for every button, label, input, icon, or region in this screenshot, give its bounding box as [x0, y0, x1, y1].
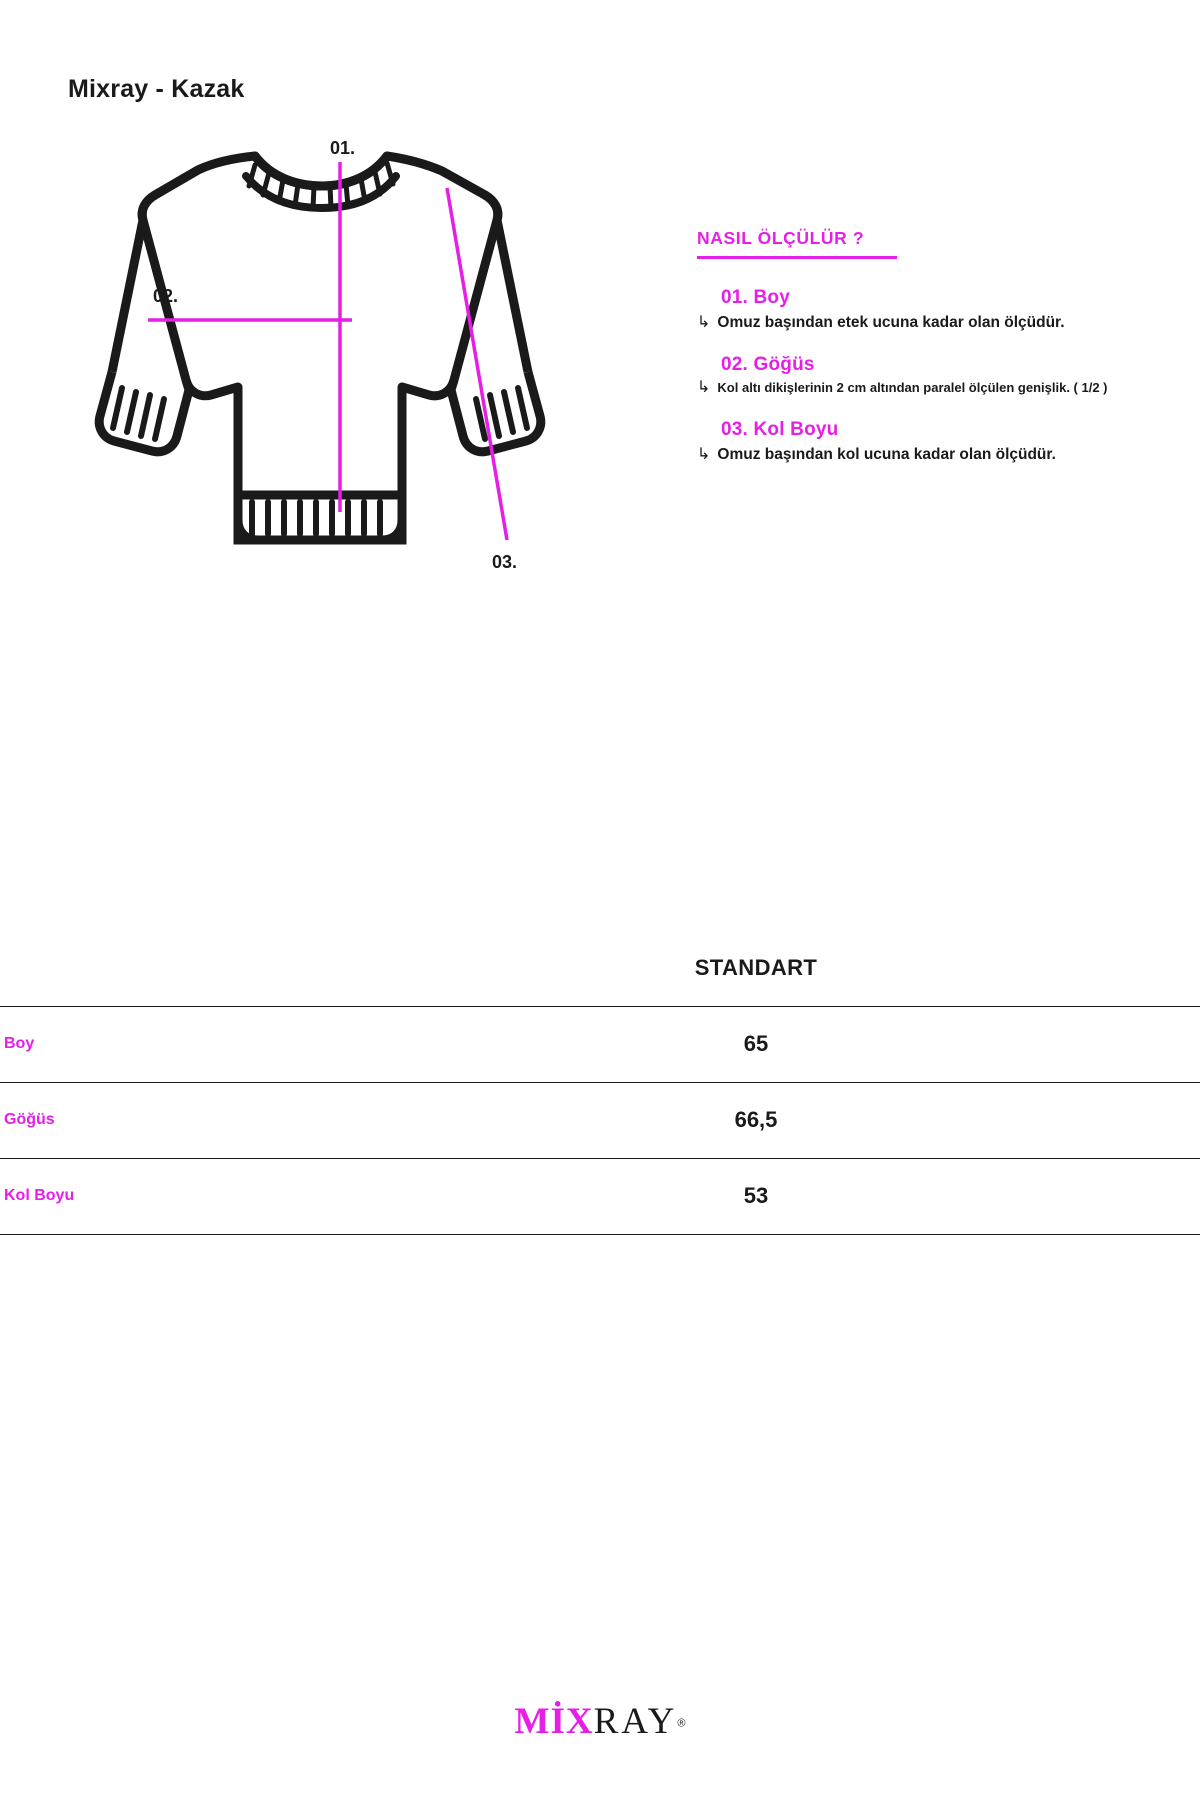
- row-label-boy: Boy: [4, 1035, 35, 1052]
- measure-item-1-desc: Omuz başından etek ucuna kadar olan ölçüdür.: [717, 314, 1065, 331]
- table-row: [0, 1082, 1200, 1158]
- bottom-hem-ribbing: [252, 502, 380, 534]
- left-cuff-ribbing: [113, 388, 164, 439]
- brand-logo-registered-mark: ®: [677, 1717, 686, 1730]
- row-value-gogus: 66,5: [734, 1107, 778, 1132]
- measure-item-2: [697, 354, 1167, 396]
- label-03: 03.: [492, 552, 518, 572]
- size-table-wrapper: [0, 930, 1200, 1235]
- row-value-kol-boyu: 53: [743, 1183, 769, 1208]
- arrow-down-right-icon: ↳: [697, 314, 711, 331]
- row-label-kol-boyu: Kol Boyu: [4, 1187, 75, 1204]
- table-row: [0, 1006, 1200, 1082]
- label-01: 01.: [330, 140, 356, 158]
- measure-item-1: [697, 287, 1167, 332]
- measure-lines: [148, 162, 507, 540]
- how-to-measure-panel: [697, 228, 1167, 486]
- how-to-measure-heading: NASIL ÖLÇÜLÜR ?: [697, 228, 865, 248]
- row-label-gogus: Göğüs: [4, 1111, 55, 1128]
- sweater-outline: [142, 156, 498, 540]
- label-02: 02.: [153, 286, 179, 306]
- size-table-header-standart: STANDART: [694, 954, 818, 980]
- row-value-boy: 65: [743, 1031, 769, 1056]
- measure-item-2-title: 02. Göğüs: [721, 354, 815, 376]
- page-title: Mixray - Kazak: [68, 75, 245, 103]
- size-table: [0, 930, 1200, 1235]
- brand-logo-ray: RAY: [593, 1701, 678, 1742]
- measure-item-3: [697, 419, 1167, 464]
- measure-item-3-title: 03. Kol Boyu: [721, 418, 839, 440]
- heading-underline: [697, 256, 897, 259]
- arrow-down-right-icon: ↳: [697, 379, 711, 397]
- brand-logo: [0, 1700, 1200, 1743]
- size-table-header-row: [0, 930, 1200, 1006]
- measure-item-2-desc: Kol altı dikişlerinin 2 cm altından paralel ölçülen genişlik. ( 1/2 ): [717, 380, 1108, 396]
- arrow-down-right-icon: ↳: [697, 445, 711, 463]
- measure-item-3-desc: Omuz başından kol ucuna kadar olan ölçüdür.: [717, 445, 1056, 463]
- brand-logo-mix: MİX: [514, 1701, 594, 1742]
- measure-item-1-title: 01. Boy: [721, 287, 790, 308]
- size-table-header-label: [0, 930, 312, 1006]
- table-row: [0, 1158, 1200, 1234]
- garment-illustration: [30, 140, 590, 610]
